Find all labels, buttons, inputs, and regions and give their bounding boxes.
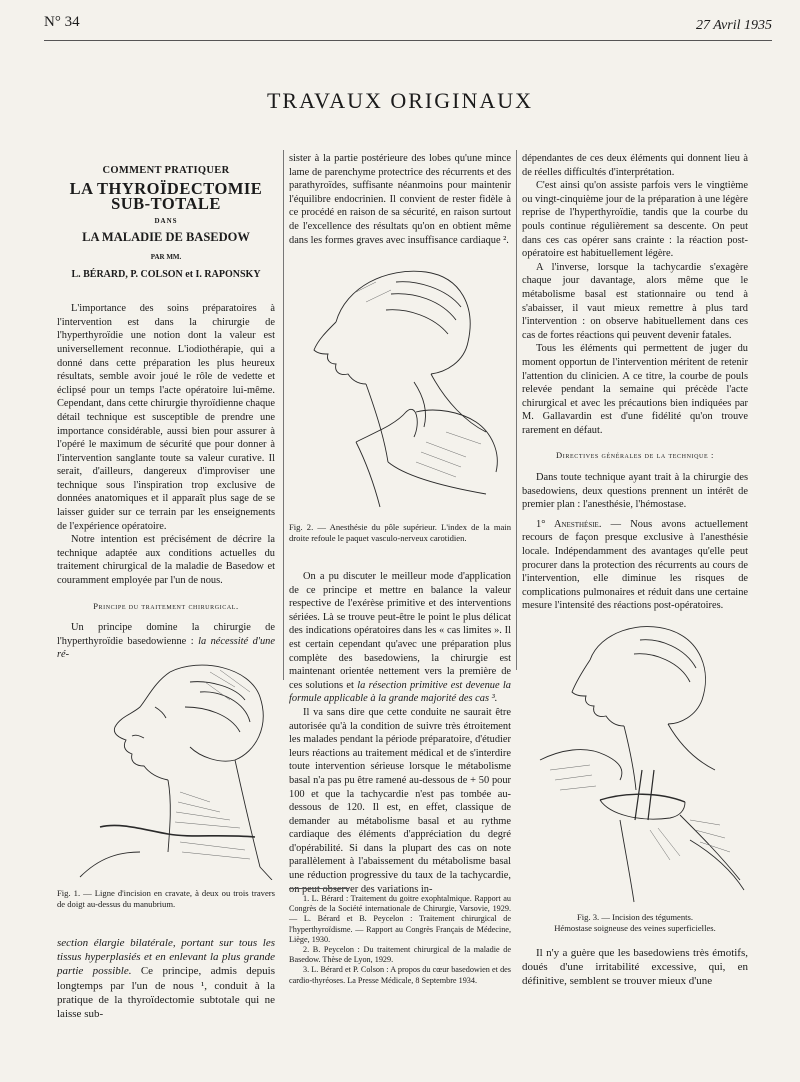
header-rule [44, 40, 772, 41]
col2-paragraph-3: Il va sans dire que cette conduite ne saurait être autorisée qu'à la condition de suivre très étroitement les malades pendant la période préparatoire, d'étudier leurs réactions au traitement médical et de s'interdire toute intervention sérieuse lorsque le métabolisme basal n'a pas pu être ramené au-dessous de + 50 pour 100 et que la tachycardie n'est pas tombée au-dessous de 120. Il est, en effet, classique de demander au métabolisme basal et au rythme cardiaque des éléments d'appréciation du degré d'opérabilité. Si dans la plupart des cas on note parallèlement à l'abaissement du métabolisme basal une réduction progressive du taux de la tachycardie, on peut observer des variations in- [289, 706, 511, 895]
column-2 [289, 152, 511, 247]
figure-3-caption-line1: Fig. 3. — Incision des téguments. [576, 912, 693, 922]
section-title: TRAVAUX ORIGINAUX [266, 88, 534, 113]
figure-2-illustration [296, 262, 508, 512]
article-authors: L. BÉRARD, P. COLSON et I. RAPONSKY [71, 268, 261, 280]
col2-p2-text: On a pu discuter le meilleur mode d'application de ce principe et mettre en balance la valeur respective de l'exérèse primitive et des interventions sériées. Là se trouve peut-être le point le plus délicat des indications opératoires dans les « cas limites ». Il est certain cependant qu'avec une préparation plus complète des basedowiens, la chirurgie est maintenant orientée nettement vers la première de ces solutions et [289, 571, 511, 691]
col3-paragraph-2: C'est ainsi qu'on assiste parfois vers le vingtième ou vingt-cinquième jour de la préparation à une légère reprise de l'hyperthyroïdie, tandis que la courbe du pouls continue régulièrement sa descente. On peut dans ces cas opérer sans crainte : la réaction post-opératoire est habituellement légère. [522, 180, 748, 260]
figure-3-caption-line2: Hémostase soigneuse des veines superficielles. [554, 923, 716, 933]
col3-p6-label: 1° Anesthésie. [536, 518, 602, 530]
footnote-rule [289, 888, 349, 889]
col2-paragraph-1: sister à la partie postérieure des lobes qu'une mince lame de parenchyme protectrice des récurrents et des parathyroïdes, suffisante néanmoins pour maintenir l'équilibre endocrinien. Il convient de rester fidèle à ce procédé en raison de sa sécurité, en raison surtout de l'excellence des résultats qu'on en obtient même dans les formes graves avec insuffisance cardiaque ². [289, 153, 511, 246]
col1-paragraph-2: Notre intention est précisément de décrire la technique adaptée aux conditions actuelles du traitement chirurgical de la maladie de Basedow et couramment employée par l'un de nous. [57, 534, 275, 587]
col1-subhead: Principe du traitement chirurgical. [93, 600, 239, 611]
col1-p3-italic: la nécessité d'une ré- [57, 635, 275, 661]
col3-paragraph-6 [522, 518, 748, 613]
column-2-middle [289, 570, 511, 896]
col3-paragraph-3: A l'inverse, lorsque la tachycardie s'exagère chaque jour davantage, alors même que le métabolisme basal est stationnaire ou tend à s'abaisser, il vaut mieux remettre à plus tard l'intervention : on observe habituellement dans ces cas de fortes réactions qui peuvent devenir fatales. [522, 261, 748, 341]
col1-paragraph-4 [57, 936, 275, 1021]
figure-3-illustration [530, 620, 748, 905]
footnote-2: 2. B. Peycelon : Du traitement chirurgical de la maladie de Basedow. Thèse de Lyon, 1929. [289, 945, 511, 965]
column-3 [522, 152, 748, 613]
column-1-bottom [57, 936, 275, 1021]
figure-1-caption: Fig. 1. — Ligne d'incision en cravate, à deux ou trois travers de doigt au-dessus du manubrium. [57, 888, 275, 909]
col1-p4-text: Ce principe, admis depuis longtemps par l'un de nous ¹, conduit à la pratique de la thyroïdectomie subtotale qui ne laisse sub- [57, 965, 275, 1021]
col3-paragraph-7: Il n'y a guère que les basedowiens très émotifs, doués d'une irritabilité excessive, qui, en définitive, semblent se trouver mieux d'une [522, 947, 748, 988]
article-title-line3: LA MALADIE DE BASEDOW [82, 230, 250, 245]
figure-2-caption-block [289, 522, 511, 544]
article-par: PAR MM. [150, 252, 182, 261]
article-kicker: COMMENT PRATIQUER [102, 165, 230, 176]
issue-number: N° 34 [44, 14, 80, 30]
col2-p2-italic: la résection primitive est devenue la formule applicable à la grande majorité des cas ³. [289, 679, 511, 705]
col2-paragraph-2 [289, 570, 511, 706]
issue-date: 27 Avril 1935 [696, 18, 772, 33]
column-3-bottom [522, 946, 748, 989]
article-title-line1: LA THYROÏDECTOMIE [69, 178, 263, 198]
figure-1-illustration [60, 652, 275, 880]
figure-3-caption-block [522, 912, 748, 934]
col3-subhead: Directives générales de la technique : [556, 450, 714, 461]
footnote-1: 1. L. Bérard : Traitement du goitre exophtalmique. Rapport au Congrès de la Société internationale de Chirurgie, Varsovie, 1929. — L. Bérard et B. Peycelon : Traitement chirurgical de l'hyperthyroïdisme. — Rapport au Congrès Français de Médecine, Liège, 1930. [289, 894, 511, 944]
col3-p6-text: — Nous avons actuellement recours de façon presque exclusive à l'anesthésie locale. Indépendamment des avantages qu'elle peut procurer dans la protection des récurrents au cours de l'intervention, elle diminue les risques de complications pulmonaires et réduit dans une certaine mesure l'intensité des réactions post-opératoires. [522, 518, 748, 612]
col3-paragraph-4: Tous les éléments qui permettent de juger du moment opportun de l'intervention méritent de retenir l'attention du clinicien. A ce titre, la courbe de pouls relevée pendant la semaine qui précède l'acte chirurgical et avec les précautions bien indiquées par M. Gallavardin est d'une fidélité qu'on trouve rarement en défaut. [522, 343, 748, 436]
footnotes [289, 894, 511, 986]
col3-paragraph-1: dépendantes de ces deux éléments qui donnent lieu à de réelles difficultés d'interprétation. [522, 153, 748, 178]
col1-p4-italic: section élargie bilatérale, portant sur tous les tissus hyperplasiés et en enlevant la plus grande partie possible. [57, 937, 275, 978]
article-dans: DANS [154, 216, 178, 225]
column-divider-right [516, 150, 517, 670]
column-1 [57, 164, 275, 662]
column-divider-left [283, 150, 284, 680]
col1-paragraph-1: L'importance des soins préparatoires à l'intervention est dans la chirurgie de l'hyperthyroïdie une notion dont la valeur est universellement reconnue. L'iodiothérapie, qui a donné dans cette préparation les plus heureux résultats, semble avoir joué le rôle de vedette et éclipsé pour un temps l'acte opératoire lui-même. Cependant, dans cette chirurgie thyroïdienne chaque détail technique est susceptible de prendre une importance considérable, aussi bien pour assurer à l'opéré le maximum de sécurité que pour donner à l'intervention sanglante toute sa valeur curative. Il serait, d'ailleurs, dangereux d'improviser une technique sous l'inspiration trop exclusive de données anatomiques et il apparaît plus sage de se laisser guider sur ce terrain par les enseignements de l'expérience opératoire. [57, 303, 275, 532]
col1-p3-text: Un principe domine la chirurgie de l'hyperthyroïdie basedowienne : [57, 622, 275, 647]
figure-2-caption: Fig. 2. — Anesthésie du pôle supérieur. L'index de la main droite refoule le paquet vasculo-nerveux carotidien. [289, 522, 511, 543]
col3-paragraph-5: Dans toute technique ayant trait à la chirurgie des basedowiens, deux questions prennent un intérêt de premier plan : l'anesthésie, l'hémostase. [522, 472, 748, 511]
article-title-line2: SUB-TOTALE [111, 194, 221, 214]
figure-1-caption-block [57, 888, 275, 910]
footnote-3: 3. L. Bérard et P. Colson : A propos du cœur basedowien et des cardio-thyréoses. La Presse Médicale, 8 Septembre 1934. [289, 965, 511, 985]
